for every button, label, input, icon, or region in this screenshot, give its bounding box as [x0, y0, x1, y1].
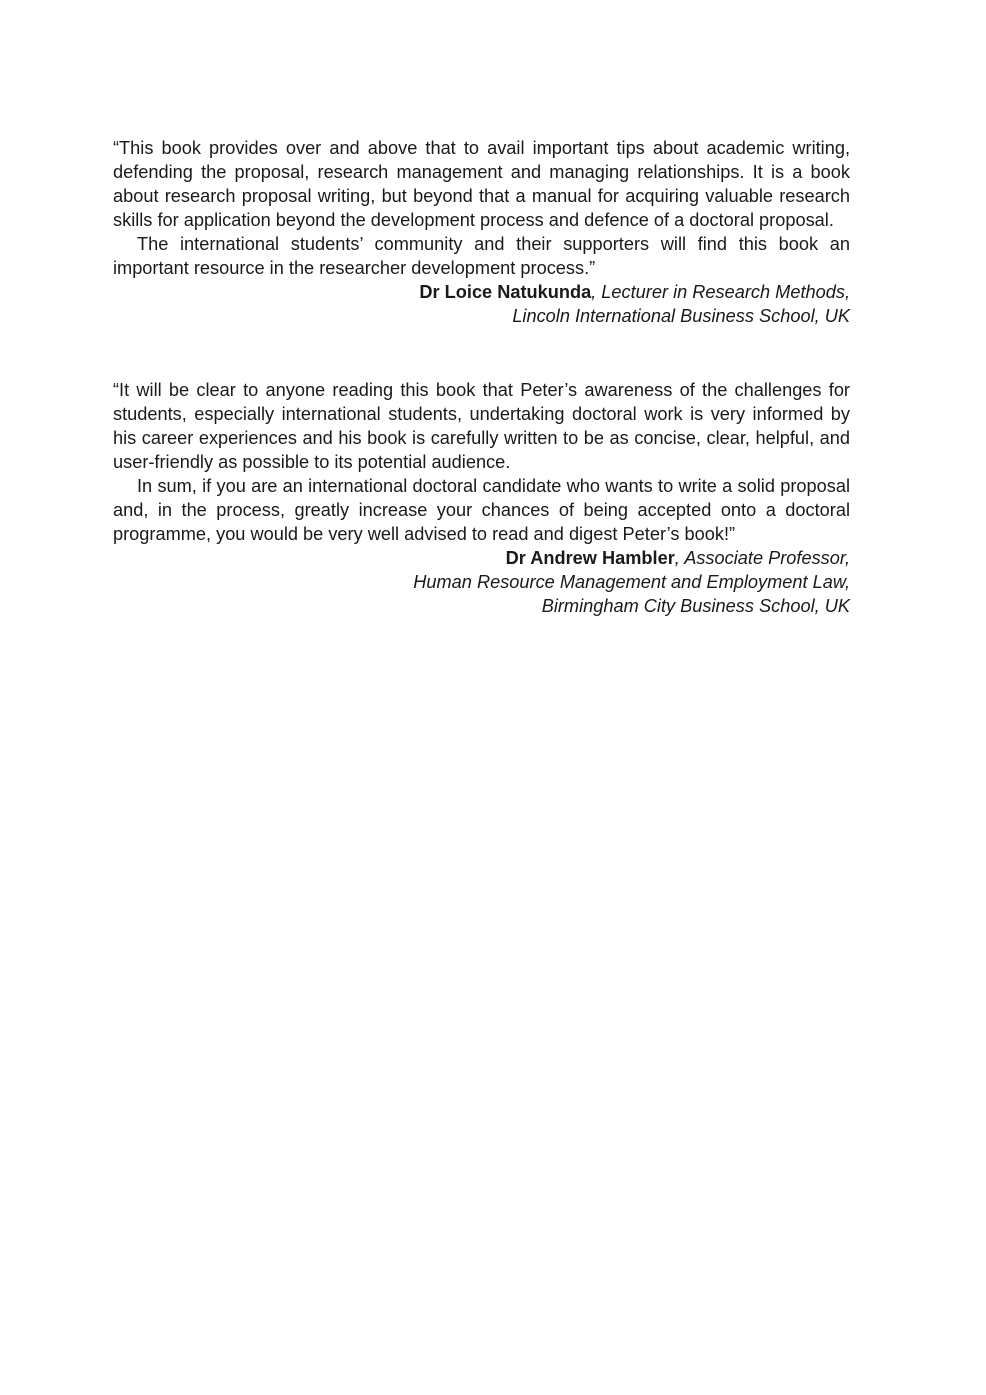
endorsements-page — [113, 136, 850, 618]
endorsement-attribution — [113, 546, 850, 618]
endorsement-paragraph: The international students’ community and their supporters will find this book an important resource in the researcher development process.” — [113, 234, 850, 278]
author-name: Dr Andrew Hambler — [505, 548, 675, 568]
endorsement-hambler — [113, 378, 850, 618]
author-name: Dr Loice Natukunda — [419, 282, 592, 302]
author-role: , Lecturer in Research Methods, — [591, 282, 850, 302]
endorsement-attribution — [113, 280, 850, 328]
author-role: , Associate Professor, — [674, 548, 850, 568]
endorsement-paragraph: “This book provides over and above that to avail important tips about academic writing, defending the proposal, research management and managing relationships. It is a book about research proposal writing, but beyond that a manual for acquiring valuable research skills for application beyond the development process and defence of a doctoral proposal. — [113, 138, 850, 230]
endorsement-natukunda — [113, 136, 850, 328]
author-affiliation: Birmingham City Business School, UK — [541, 596, 850, 616]
author-department: Human Resource Management and Employment Law, — [413, 572, 850, 592]
endorsement-paragraph: In sum, if you are an international doctoral candidate who wants to write a solid proposal and, in the process, greatly increase your chances of being accepted onto a doctoral programme, you would be very well advised to read and digest Peter’s book!” — [113, 476, 850, 544]
author-affiliation: Lincoln International Business School, UK — [512, 306, 850, 326]
endorsement-paragraph: “It will be clear to anyone reading this book that Peter’s awareness of the challenges for students, especially international students, undertaking doctoral work is very informed by his career experiences and his book is carefully written to be as concise, clear, helpful, and user-friendly as possible to its potential audience. — [113, 380, 850, 472]
